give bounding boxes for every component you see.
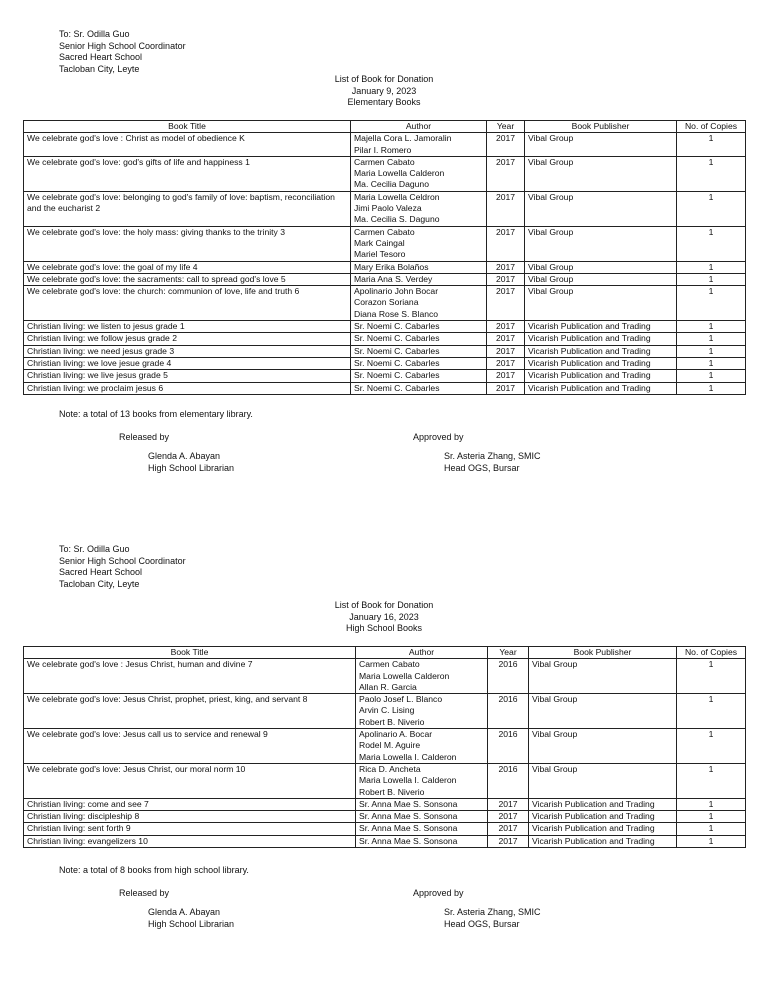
header-author: Author <box>351 121 487 133</box>
publisher-cell: Vicarish Publication and Trading <box>525 370 677 382</box>
header-publisher: Book Publisher <box>529 647 677 659</box>
header-book-title: Book Title <box>24 121 351 133</box>
book-title-cell: We celebrate god's love: Jesus Christ, prophet, priest, king, and servant 8 <box>24 694 356 729</box>
author-name: Apolinario John Bocar <box>354 286 439 297</box>
list-date: January 9, 2023 <box>351 85 417 96</box>
author-cell <box>351 382 487 394</box>
list-heading <box>0 600 768 635</box>
table-row <box>24 763 746 798</box>
author-name: Maria Lowella I. Calderon <box>359 775 457 786</box>
author-cell <box>351 357 487 369</box>
table-row <box>24 823 746 835</box>
total-note: Note: a total of 8 books from high school library. <box>59 865 249 875</box>
author-name: Maria Lowella Calderon <box>359 670 450 681</box>
book-title-cell: We celebrate god's love: the holy mass: giving thanks to the trinity 3 <box>24 226 351 261</box>
book-title-cell: We celebrate god's love : Christ as model of obedience K <box>24 133 351 157</box>
list-subtitle: Elementary Books <box>347 97 421 107</box>
table-row <box>24 133 746 157</box>
header-copies: No. of Copies <box>677 647 746 659</box>
addressee-line: Senior High School Coordinator <box>59 40 186 51</box>
table-row <box>24 811 746 823</box>
year-cell: 2017 <box>487 156 525 191</box>
list-title: List of Book for Donation <box>334 74 434 84</box>
table-row <box>24 226 746 261</box>
year-cell: 2017 <box>487 191 525 226</box>
author-name: Jimi Paolo Valeza <box>354 203 422 214</box>
author-name: Sr. Noemi C. Cabarles <box>354 321 440 332</box>
year-cell: 2017 <box>487 382 525 394</box>
book-title-cell: Christian living: we follow jesus grade 2 <box>24 333 351 345</box>
year-cell: 2017 <box>487 261 525 273</box>
book-title-cell: We celebrate god's love: the goal of my life 4 <box>24 261 351 273</box>
copies-cell: 1 <box>677 823 746 835</box>
list-date: January 16, 2023 <box>349 611 419 622</box>
table-row <box>24 357 746 369</box>
publisher-cell: Vibal Group <box>525 191 677 226</box>
header-year: Year <box>487 121 525 133</box>
author-name: Robert B. Niverio <box>359 786 425 797</box>
table-row <box>24 321 746 333</box>
year-cell: 2017 <box>487 333 525 345</box>
released-by-label: Released by <box>119 888 170 898</box>
copies-cell: 1 <box>677 382 746 394</box>
book-title-cell: We celebrate god's love : Jesus Christ, human and divine 7 <box>24 659 356 694</box>
book-title-cell: Christian living: discipleship 8 <box>24 811 356 823</box>
approved-signatory <box>444 907 541 930</box>
publisher-cell: Vibal Group <box>529 763 677 798</box>
author-name: Sr. Anna Mae S. Sonsona <box>359 811 458 822</box>
author-name: Maria Lowella Celdron <box>354 191 440 202</box>
copies-cell: 1 <box>677 370 746 382</box>
copies-cell: 1 <box>677 286 746 321</box>
signatory-name: Glenda A. Abayan <box>148 451 221 461</box>
signatory-title: High School Librarian <box>148 462 235 473</box>
author-name: Sr. Anna Mae S. Sonsona <box>359 823 458 834</box>
author-cell <box>351 156 487 191</box>
publisher-cell: Vibal Group <box>529 659 677 694</box>
book-title-cell: Christian living: we live jesus grade 5 <box>24 370 351 382</box>
author-name: Carmen Cabato <box>359 659 420 670</box>
copies-cell: 1 <box>677 694 746 729</box>
author-name: Sr. Anna Mae S. Sonsona <box>359 835 458 846</box>
book-title-cell: We celebrate god's love: god's gifts of life and happiness 1 <box>24 156 351 191</box>
author-cell <box>351 321 487 333</box>
author-name: Maria Ana S. Verdey <box>354 273 433 284</box>
year-cell: 2017 <box>488 823 529 835</box>
book-title-cell: We celebrate god's love: belonging to god's family of love: baptism, reconciliation and the eucharist 2 <box>24 191 351 226</box>
list-subtitle: High School Books <box>345 623 423 633</box>
year-cell: 2017 <box>487 370 525 382</box>
year-cell: 2017 <box>488 798 529 810</box>
table-row <box>24 798 746 810</box>
copies-cell: 1 <box>677 659 746 694</box>
author-name: Rica D. Ancheta <box>359 763 421 774</box>
author-cell <box>356 729 488 764</box>
header-publisher: Book Publisher <box>525 121 677 133</box>
copies-cell: 1 <box>677 835 746 847</box>
addressee-line: Sacred Heart School <box>59 567 143 577</box>
year-cell: 2016 <box>488 659 529 694</box>
released-by-label: Released by <box>119 432 170 442</box>
addressee-line: Sacred Heart School <box>59 52 143 62</box>
table-header-row <box>24 121 746 133</box>
year-cell: 2017 <box>487 286 525 321</box>
author-name: Apolinario A. Bocar <box>359 729 433 740</box>
copies-cell: 1 <box>677 357 746 369</box>
addressee-line: Senior High School Coordinator <box>59 555 186 566</box>
copies-cell: 1 <box>677 226 746 261</box>
author-name: Ma. Cecilia Daguno <box>354 179 429 190</box>
publisher-cell: Vicarish Publication and Trading <box>525 333 677 345</box>
table-row <box>24 659 746 694</box>
author-name: Arvin C. Lising <box>359 705 415 716</box>
publisher-cell: Vibal Group <box>525 226 677 261</box>
publisher-cell: Vicarish Publication and Trading <box>525 382 677 394</box>
publisher-cell: Vibal Group <box>525 133 677 157</box>
author-name: Mark Caingal <box>354 237 405 248</box>
copies-cell: 1 <box>677 191 746 226</box>
copies-cell: 1 <box>677 156 746 191</box>
header-copies: No. of Copies <box>677 121 746 133</box>
book-title-cell: We celebrate god's love: the church: communion of love, life and truth 6 <box>24 286 351 321</box>
author-cell <box>351 226 487 261</box>
author-name: Carmen Cabato <box>354 226 415 237</box>
table-header-row <box>24 647 746 659</box>
author-name: Sr. Noemi C. Cabarles <box>354 370 440 381</box>
copies-cell: 1 <box>677 811 746 823</box>
year-cell: 2017 <box>487 133 525 157</box>
author-name: Sr. Noemi C. Cabarles <box>354 357 440 368</box>
addressee-line: To: Sr. Odilla Guo <box>59 544 130 554</box>
author-name: Sr. Noemi C. Cabarles <box>354 345 440 356</box>
table-row <box>24 729 746 764</box>
year-cell: 2017 <box>487 357 525 369</box>
book-title-cell: Christian living: come and see 7 <box>24 798 356 810</box>
signatory-name: Glenda A. Abayan <box>148 907 221 917</box>
table-row <box>24 370 746 382</box>
copies-cell: 1 <box>677 763 746 798</box>
book-title-cell: We celebrate god's love: Jesus call us to service and renewal 9 <box>24 729 356 764</box>
author-name: Mary Erika Bolaños <box>354 261 429 272</box>
author-cell <box>356 835 488 847</box>
book-title-cell: Christian living: we need jesus grade 3 <box>24 345 351 357</box>
book-title-cell: Christian living: we proclaim jesus 6 <box>24 382 351 394</box>
book-title-cell: We celebrate god's love: Jesus Christ, our moral norm 10 <box>24 763 356 798</box>
copies-cell: 1 <box>677 798 746 810</box>
book-title-cell: Christian living: sent forth 9 <box>24 823 356 835</box>
year-cell: 2017 <box>488 835 529 847</box>
author-cell <box>356 823 488 835</box>
author-name: Corazon Soriana <box>354 297 419 308</box>
table-row <box>24 156 746 191</box>
author-cell <box>351 370 487 382</box>
publisher-cell: Vicarish Publication and Trading <box>529 798 677 810</box>
publisher-cell: Vibal Group <box>529 694 677 729</box>
publisher-cell: Vicarish Publication and Trading <box>529 811 677 823</box>
addressee-line: Tacloban City, Leyte <box>59 578 140 589</box>
signatory-title: Head OGS, Bursar <box>444 462 520 473</box>
books-table <box>23 646 746 848</box>
copies-cell: 1 <box>677 729 746 764</box>
author-name: Carmen Cabato <box>354 156 415 167</box>
year-cell: 2017 <box>487 226 525 261</box>
header-book-title: Book Title <box>24 647 356 659</box>
author-name: Diana Rose S. Blanco <box>354 308 439 319</box>
released-signatory <box>148 451 234 474</box>
author-cell <box>351 261 487 273</box>
publisher-cell: Vibal Group <box>525 286 677 321</box>
signatory-name: Sr. Asteria Zhang, SMIC <box>444 451 541 461</box>
publisher-cell: Vicarish Publication and Trading <box>525 345 677 357</box>
author-name: Mariel Tesoro <box>354 249 406 260</box>
author-name: Ma. Cecilia S. Daguno <box>354 214 440 225</box>
table-row <box>24 273 746 285</box>
header-year: Year <box>488 647 529 659</box>
signatory-name: Sr. Asteria Zhang, SMIC <box>444 907 541 917</box>
author-name: Pilar I. Romero <box>354 144 412 155</box>
addressee-block <box>59 29 186 75</box>
year-cell: 2016 <box>488 763 529 798</box>
book-title-cell: We celebrate god's love: the sacraments: call to spread god's love 5 <box>24 273 351 285</box>
author-name: Majella Cora L. Jamoralin <box>354 133 452 144</box>
author-name: Paolo Josef L. Blanco <box>359 694 443 705</box>
approved-by-label: Approved by <box>413 432 464 442</box>
copies-cell: 1 <box>677 345 746 357</box>
author-name: Maria Lowella I. Calderon <box>359 751 457 762</box>
author-cell <box>351 286 487 321</box>
year-cell: 2016 <box>488 729 529 764</box>
table-row <box>24 286 746 321</box>
publisher-cell: Vibal Group <box>529 729 677 764</box>
copies-cell: 1 <box>677 133 746 157</box>
book-title-cell: Christian living: we listen to jesus grade 1 <box>24 321 351 333</box>
publisher-cell: Vibal Group <box>525 156 677 191</box>
table-row <box>24 694 746 729</box>
signatory-title: High School Librarian <box>148 918 235 929</box>
table-row <box>24 835 746 847</box>
copies-cell: 1 <box>677 261 746 273</box>
publisher-cell: Vibal Group <box>525 273 677 285</box>
approved-by-label: Approved by <box>413 888 464 898</box>
year-cell: 2016 <box>488 694 529 729</box>
author-cell <box>356 763 488 798</box>
author-cell <box>356 811 488 823</box>
table-row <box>24 333 746 345</box>
addressee-block <box>59 544 186 590</box>
released-signatory <box>148 907 234 930</box>
publisher-cell: Vicarish Publication and Trading <box>525 357 677 369</box>
total-note: Note: a total of 13 books from elementary library. <box>59 409 253 419</box>
header-author: Author <box>356 647 488 659</box>
author-cell <box>351 345 487 357</box>
year-cell: 2017 <box>487 273 525 285</box>
table-row <box>24 191 746 226</box>
list-heading <box>0 74 768 109</box>
author-cell <box>351 191 487 226</box>
table-row <box>24 261 746 273</box>
author-name: Allan R. Garcia <box>359 681 417 692</box>
year-cell: 2017 <box>488 811 529 823</box>
author-cell <box>351 133 487 157</box>
author-name: Sr. Anna Mae S. Sonsona <box>359 798 458 809</box>
publisher-cell: Vicarish Publication and Trading <box>529 835 677 847</box>
book-title-cell: Christian living: evangelizers 10 <box>24 835 356 847</box>
copies-cell: 1 <box>677 321 746 333</box>
copies-cell: 1 <box>677 273 746 285</box>
table-row <box>24 382 746 394</box>
author-cell <box>356 694 488 729</box>
addressee-line: Tacloban City, Leyte <box>59 63 140 74</box>
books-table <box>23 120 746 395</box>
book-title-cell: Christian living: we love jesue grade 4 <box>24 357 351 369</box>
publisher-cell: Vicarish Publication and Trading <box>525 321 677 333</box>
author-cell <box>351 273 487 285</box>
year-cell: 2017 <box>487 321 525 333</box>
year-cell: 2017 <box>487 345 525 357</box>
approved-signatory <box>444 451 541 474</box>
list-title: List of Book for Donation <box>334 600 434 610</box>
author-name: Sr. Noemi C. Cabarles <box>354 333 440 344</box>
author-name: Robert B. Niverio <box>359 716 425 727</box>
table-row <box>24 345 746 357</box>
author-name: Maria Lowella Calderon <box>354 168 445 179</box>
publisher-cell: Vibal Group <box>525 261 677 273</box>
author-name: Rodel M. Aguire <box>359 740 421 751</box>
author-cell <box>351 333 487 345</box>
author-cell <box>356 659 488 694</box>
copies-cell: 1 <box>677 333 746 345</box>
publisher-cell: Vicarish Publication and Trading <box>529 823 677 835</box>
author-name: Sr. Noemi C. Cabarles <box>354 382 440 393</box>
addressee-line: To: Sr. Odilla Guo <box>59 29 130 39</box>
signatory-title: Head OGS, Bursar <box>444 918 520 929</box>
author-cell <box>356 798 488 810</box>
